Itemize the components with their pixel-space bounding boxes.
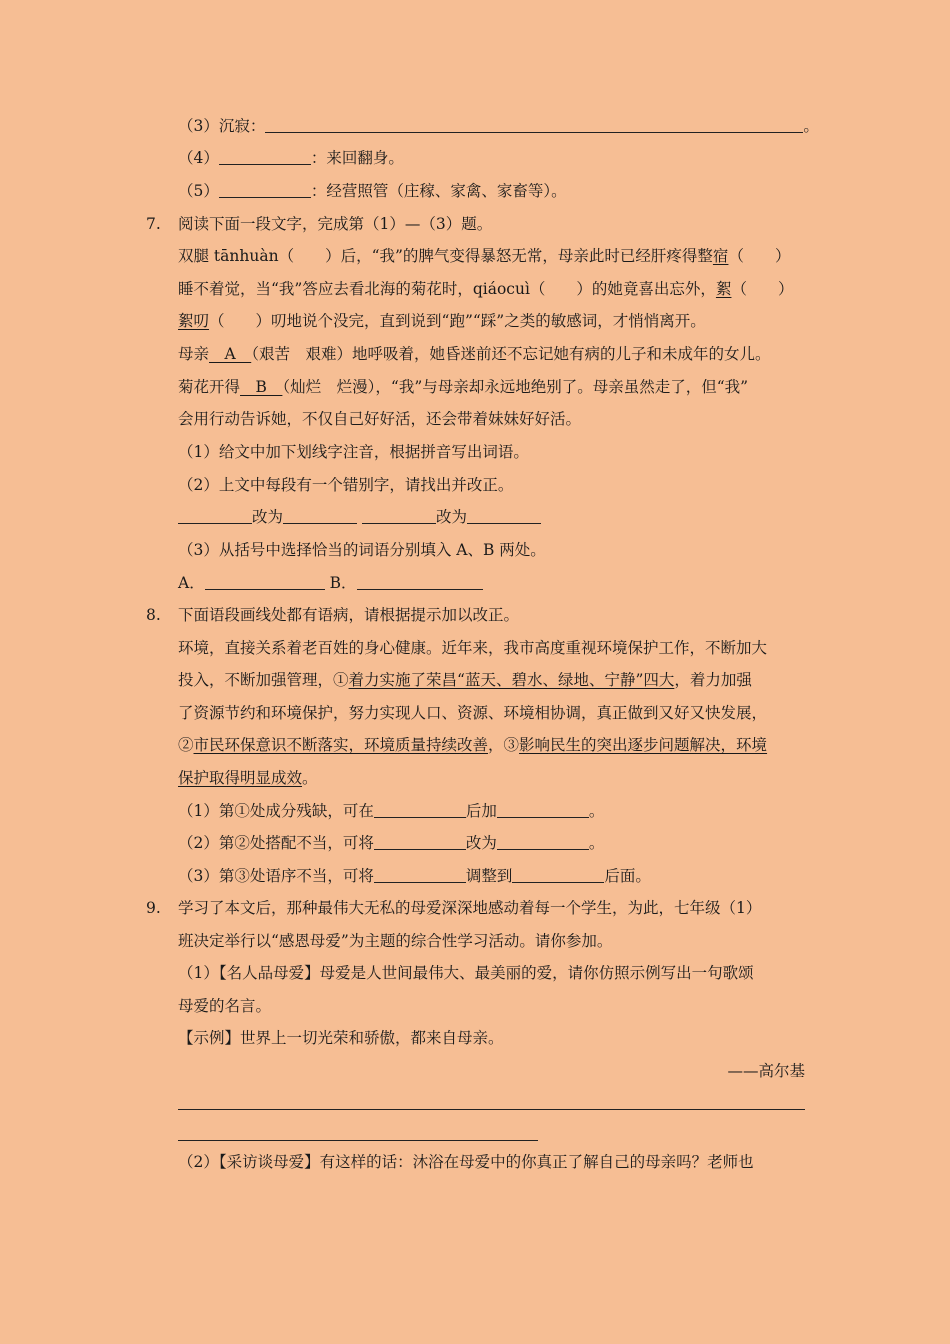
q7-answer-a[interactable] bbox=[205, 573, 325, 590]
q7-wrong-char-1[interactable] bbox=[178, 507, 252, 524]
q9-answer-line-1[interactable] bbox=[178, 1109, 805, 1110]
q8-intro: 下面语段画线处都有语病，请根据提示加以改正。 bbox=[178, 606, 520, 624]
q8-sub1-blank-addition[interactable] bbox=[497, 801, 589, 818]
q8-sub3-blank-from[interactable] bbox=[374, 866, 466, 883]
q8-sub3-blank-to[interactable] bbox=[512, 866, 604, 883]
q7-para1-line3: 絮叨（ ）叨地说个没完，直到说到“跑”“踩”之类的敏感词，才悄悄离开。 bbox=[178, 312, 706, 330]
q9-answer-line-2[interactable] bbox=[178, 1140, 538, 1141]
q7-sub2-answer: 改为 改为 bbox=[178, 506, 541, 528]
q7-correct-char-2[interactable] bbox=[467, 507, 541, 524]
q7-sub3: （3）从括号中选择恰当的词语分别填入 A、B 两处。 bbox=[178, 541, 546, 559]
q6-sub4-blank[interactable] bbox=[219, 148, 311, 165]
q9-line1: 学习了本文后，那种最伟大无私的母爱深深地感动着每一个学生，为此，七年级（1） bbox=[178, 899, 762, 917]
q7-answer-b[interactable] bbox=[357, 573, 483, 590]
q6-sub4: （4） ：来回翻身。 bbox=[178, 149, 404, 167]
q7-para2-line3: 会用行动告诉她，不仅自己好好活，还会带着妹妹好好活。 bbox=[178, 410, 582, 428]
q8-passage-line4: ②市民环保意识不断落实，环境质量持续改善，③影响民生的突出逐步问题解决，环境 bbox=[178, 736, 768, 754]
q8-sub3: （3）第③处语序不当，可将 调整到 后面。 bbox=[178, 867, 651, 885]
q9-sub1-line2: 母爱的名言。 bbox=[178, 997, 272, 1015]
q9-number: 9. bbox=[146, 899, 161, 917]
q7-sub3-answer: A． B． bbox=[178, 572, 483, 594]
q6-sub5: （5） ：经营照管（庄稼、家禽、家畜等）。 bbox=[178, 182, 567, 200]
q9-line2: 班决定举行以“感恩母爱”为主题的综合性学习活动。请你参加。 bbox=[178, 932, 613, 950]
q9-sub2-line1: （2）【采访谈母爱】有这样的话：沐浴在母爱中的你真正了解自己的母亲吗？老师也 bbox=[178, 1153, 754, 1171]
q9-example-attribution: ——高尔基 bbox=[727, 1062, 805, 1080]
q7-correct-char-1[interactable] bbox=[283, 507, 357, 524]
q7-para1-line2: 睡不着觉，当“我”答应去看北海的菊花时，qiáocuì（ ）的她竟喜出忘外，絮（ ） bbox=[178, 280, 794, 298]
q6-sub5-blank[interactable] bbox=[219, 181, 311, 198]
q8-sub2-blank-from[interactable] bbox=[374, 833, 466, 850]
q7-sub1: （1）给文中加下划线字注音，根据拼音写出词语。 bbox=[178, 443, 529, 461]
q7-wrong-char-2[interactable] bbox=[362, 507, 436, 524]
q8-number: 8. bbox=[146, 606, 161, 624]
q6-sub3-blank[interactable] bbox=[265, 116, 803, 133]
q8-sub1-blank-position[interactable] bbox=[374, 801, 466, 818]
q7-para1-line1: 双腿 tānhuàn（ ）后，“我”的脾气变得暴怒无常，母亲此时已经肝疼得整宿（ ） bbox=[178, 247, 791, 265]
q7-intro: 阅读下面一段文字，完成第（1）—（3）题。 bbox=[178, 215, 493, 233]
q9-example: 【示例】世界上一切光荣和骄傲，都来自母亲。 bbox=[178, 1029, 504, 1047]
q8-sub1: （1）第①处成分残缺，可在 后加 。 bbox=[178, 802, 605, 820]
q8-passage-line1: 环境，直接关系着老百姓的身心健康。近年来，我市高度重视环境保护工作，不断加大 bbox=[178, 639, 768, 657]
q8-passage-line2: 投入，不断加强管理，①着力实施了荣昌“蓝天、碧水、绿地、宁静”四大，着力加强 bbox=[178, 671, 752, 689]
q7-number: 7. bbox=[146, 215, 161, 233]
q7-para2-line2: 菊花开得 B （灿烂 烂漫），“我”与母亲却永远地绝别了。母亲虽然走了，但“我” bbox=[178, 378, 749, 396]
q8-passage-line5: 保护取得明显成效。 bbox=[178, 769, 318, 787]
q8-sub2: （2）第②处搭配不当，可将 改为 。 bbox=[178, 834, 605, 852]
q7-sub2: （2）上文中每段有一个错别字，请找出并改正。 bbox=[178, 476, 514, 494]
q8-sub2-blank-to[interactable] bbox=[497, 833, 589, 850]
q8-passage-line3: 了资源节约和环境保护，努力实现人口、资源、环境相协调，真正做到又好又快发展， bbox=[178, 704, 768, 722]
q9-sub1-line1: （1）【名人品母爱】母爱是人世间最伟大、最美丽的爱，请你仿照示例写出一句歌颂 bbox=[178, 964, 754, 982]
q6-sub3: （3）沉寂： 。 bbox=[178, 117, 819, 135]
q7-para2-line1: 母亲 A （艰苦 艰难）地呼吸着，她昏迷前还不忘记她有病的儿子和未成年的女儿。 bbox=[178, 345, 771, 363]
